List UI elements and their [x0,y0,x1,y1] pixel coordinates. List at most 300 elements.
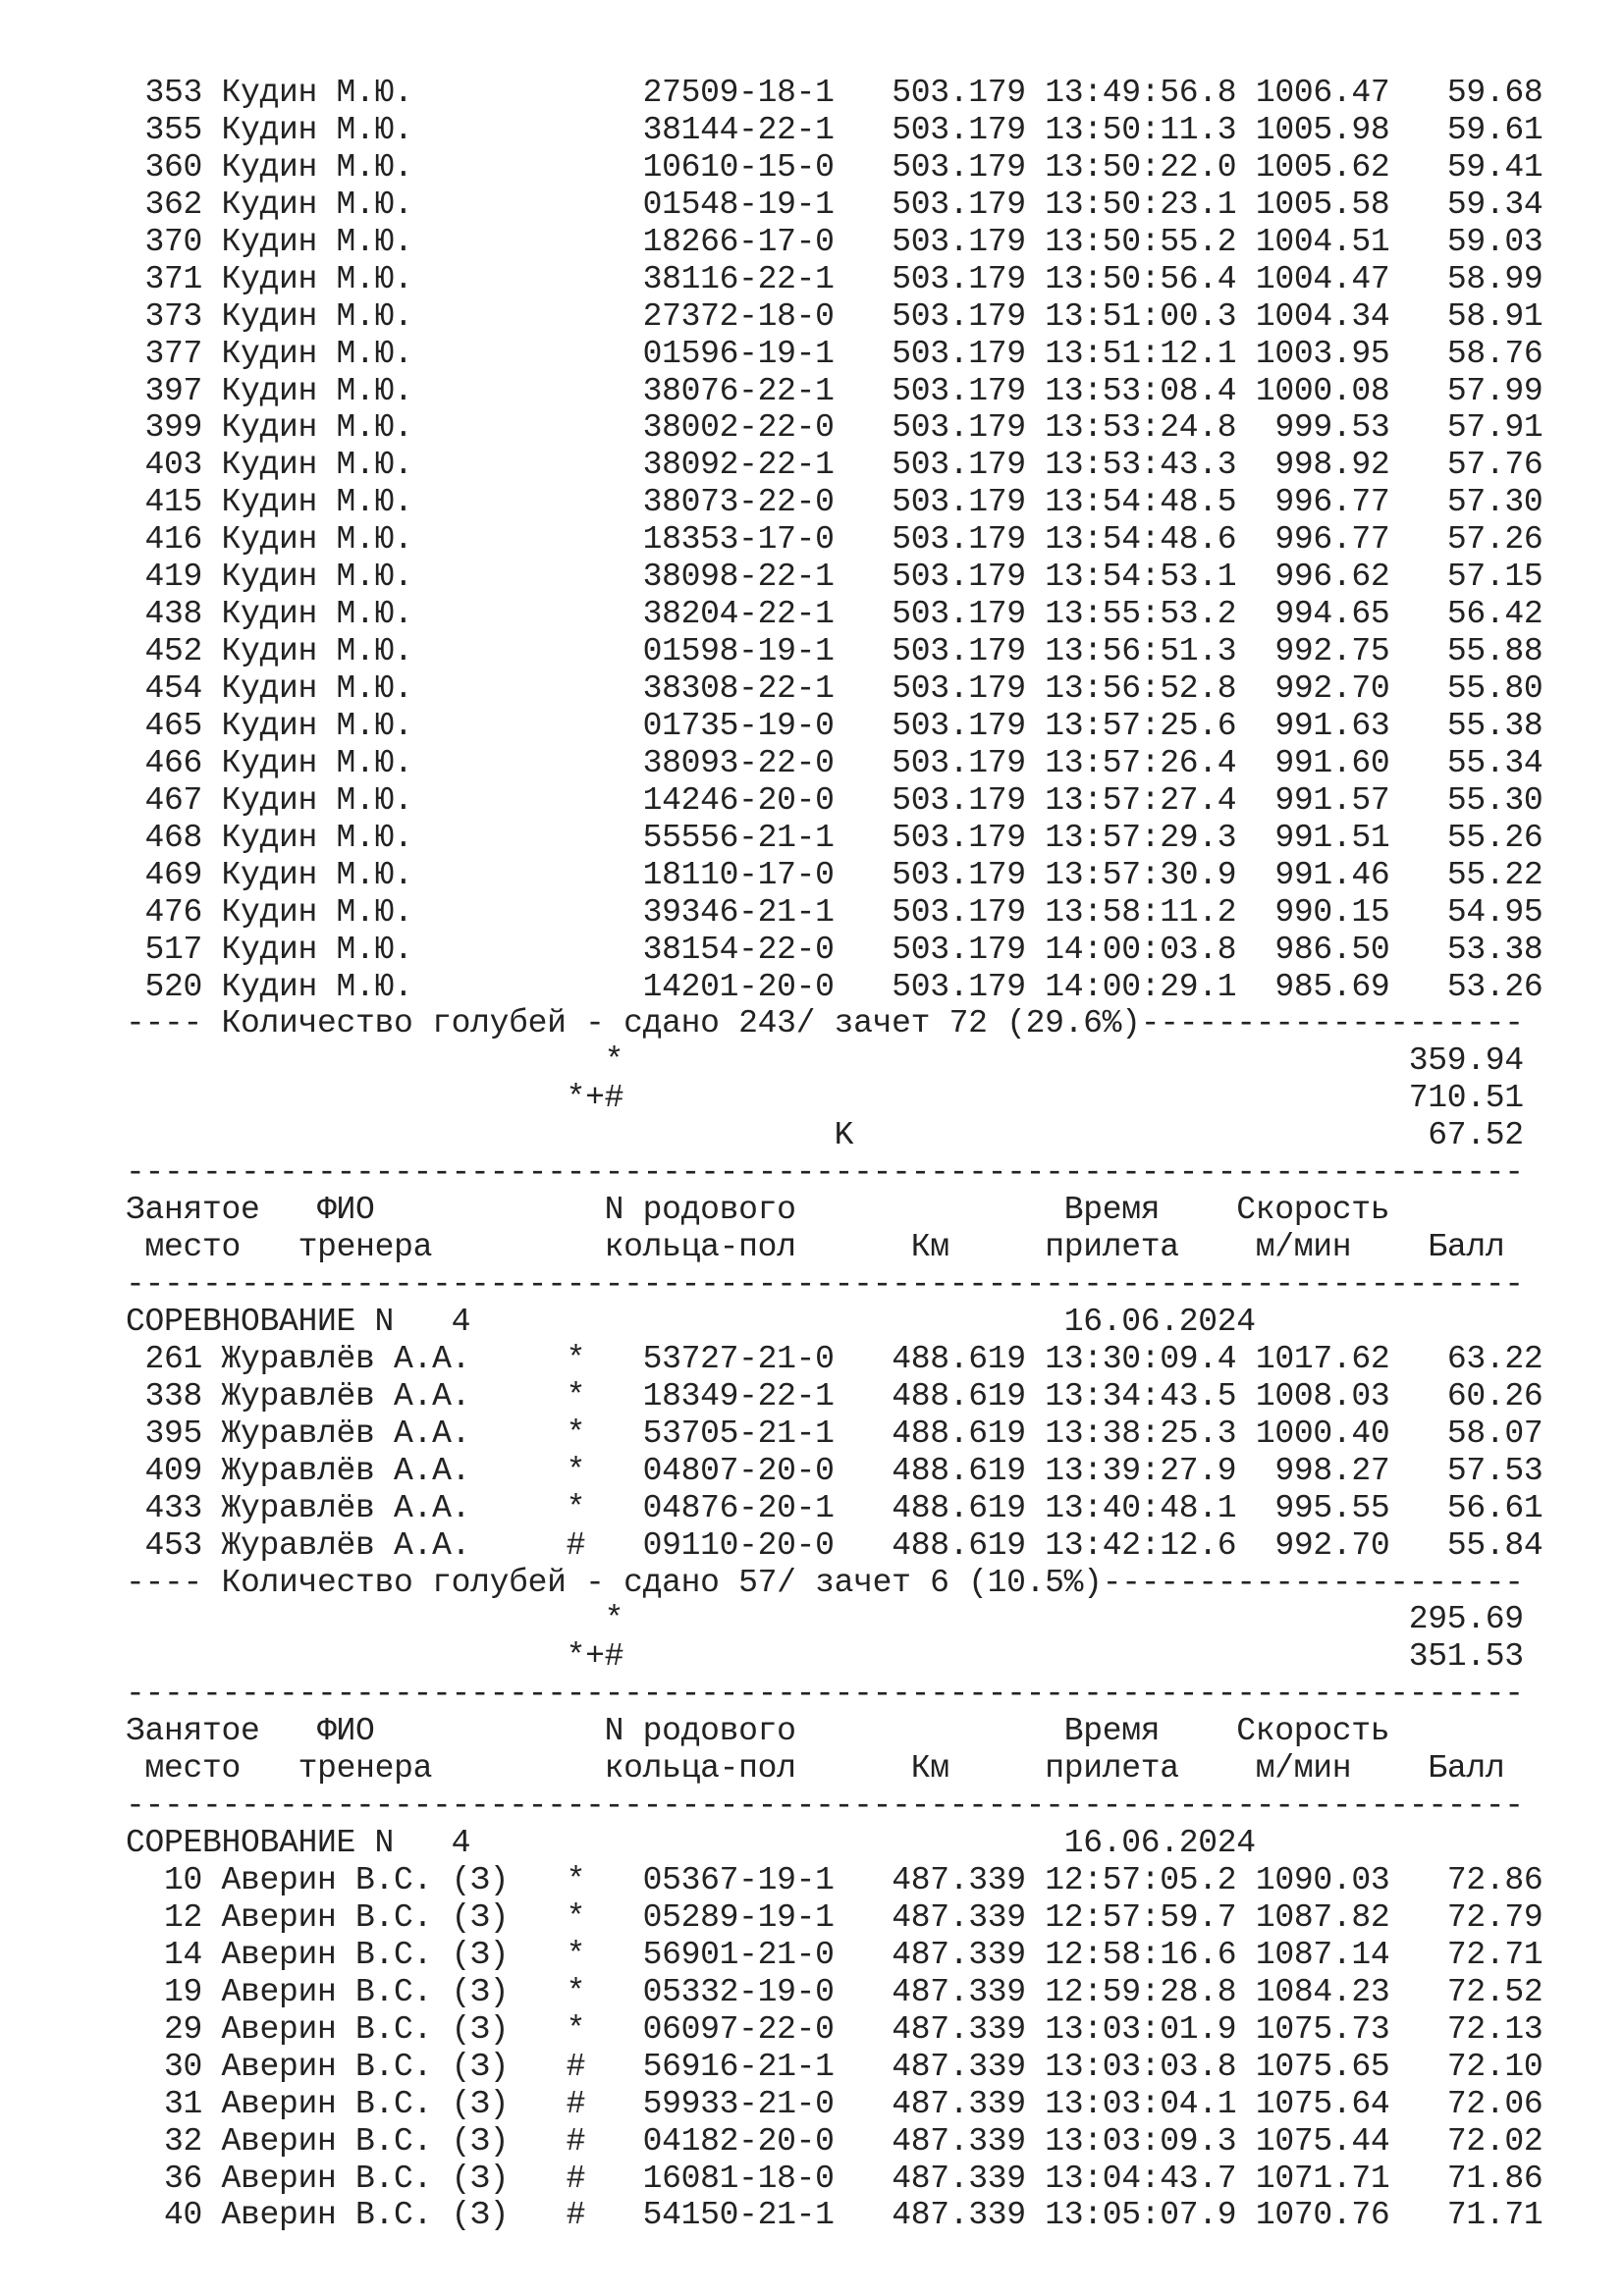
place-cell: 453 [126,1526,203,1564]
header-trainer-2: тренера [298,1229,433,1266]
trainer-name-cell: Журавлёв А.А. [221,1415,548,1452]
table-row [126,857,1543,894]
trainer-name-cell: Кудин М.Ю. [221,484,548,521]
table-row [126,336,1543,373]
distance-km-cell: 503.179 [892,707,1026,744]
ring-number-cell: 38144-22-1 [642,111,835,148]
table-row [126,2197,1543,2234]
mark-cell [567,969,586,1005]
ring-number-cell: 38308-22-1 [642,670,835,707]
speed-cell: 1090.03 [1255,1862,1390,1898]
speed-cell: 999.53 [1255,409,1390,447]
place-cell: 476 [126,893,203,931]
speed-cell: 998.27 [1255,1452,1390,1489]
mark-cell [567,112,586,148]
header-speed: Скорость [1236,1713,1390,1750]
arrival-time-cell: 13:04:43.7 [1045,2160,1237,2197]
table-row [126,1490,1543,1527]
speed-cell: 991.57 [1255,781,1390,819]
speed-cell: 1075.73 [1255,2010,1390,2048]
mark-cell [567,521,586,558]
mark-cell: # [566,2085,586,2122]
place-cell: 466 [126,744,203,781]
mark-cell: * [566,1377,586,1415]
place-cell: 395 [126,1415,203,1452]
trainer-name-cell: Кудин М.Ю. [221,372,548,409]
distance-km-cell: 503.179 [892,335,1026,372]
trainer-name-cell: Кудин М.Ю. [221,447,548,484]
mark-cell: # [566,2197,586,2234]
header-place-2: место [144,1229,242,1266]
trainer-name-cell: Кудин М.Ю. [221,409,548,447]
arrival-time-cell: 13:57:26.4 [1045,744,1237,781]
divider [126,1266,1543,1304]
trainer-name-cell: Кудин М.Ю. [221,670,548,707]
trainer-name-cell: Аверин В.С. (З) [221,1862,548,1898]
mark-cell: * [566,1452,586,1489]
place-cell: 452 [126,633,203,670]
place-cell: 31 [126,2085,203,2122]
speed-cell: 1071.71 [1255,2160,1390,2197]
score-cell: 71.86 [1428,2160,1543,2197]
trainer-name-cell: Журавлёв А.А. [221,1340,548,1377]
score-cell: 57.76 [1428,447,1543,484]
table-row [126,409,1543,447]
table-row [126,447,1543,484]
arrival-time-cell: 12:57:59.7 [1045,1898,1237,1936]
trainer-name-cell: Аверин В.С. (З) [221,1936,548,1973]
summary-text: Количество голубей - сдано 57/ зачет 6 (10.5%) [221,1564,1103,1601]
competition-number: 4 [451,1825,471,1862]
arrival-time-cell: 13:54:53.1 [1045,559,1237,596]
table-row [126,521,1543,559]
table-row [126,932,1543,969]
arrival-time-cell: 13:03:09.3 [1045,2122,1237,2160]
ring-number-cell: 38116-22-1 [642,260,835,297]
score-cell: 59.34 [1428,186,1543,223]
table-row [126,2049,1543,2086]
distance-km-cell: 503.179 [892,297,1026,335]
header-time: Время [1063,1192,1161,1229]
mark-cell [567,596,586,632]
ring-number-cell: 39346-21-1 [642,893,835,931]
table-row [126,187,1543,224]
mark-cell: # [566,2122,586,2160]
mark-cell: # [566,1526,586,1564]
arrival-time-cell: 13:50:55.2 [1045,223,1237,260]
place-cell: 370 [126,223,203,260]
arrival-time-cell: 12:59:28.8 [1045,1973,1237,2010]
score-cell: 55.38 [1428,707,1543,744]
distance-km-cell: 503.179 [892,447,1026,484]
distance-km-cell: 503.179 [892,372,1026,409]
place-cell: 12 [126,1898,203,1936]
speed-cell: 996.77 [1255,521,1390,559]
trainer-name-cell: Кудин М.Ю. [221,521,548,559]
header-score: Балл [1428,1750,1505,1788]
competition-date: 16.06.2024 [1063,1303,1256,1340]
ring-number-cell: 04182-20-0 [642,2122,835,2160]
table-row [126,1937,1543,1974]
speed-cell: 985.69 [1255,968,1390,1005]
ring-number-cell: 05332-19-0 [642,1973,835,2010]
ring-number-cell: 05367-19-1 [642,1862,835,1898]
mark-cell [567,149,586,186]
total-line [126,1080,1543,1117]
trainer-name-cell: Журавлёв А.А. [221,1526,548,1564]
distance-km-cell: 503.179 [892,111,1026,148]
divider-rule: ------------------------------------------------------------------------- [126,1788,1524,1825]
trainer-name-cell: Кудин М.Ю. [221,186,548,223]
mark-cell [567,932,586,968]
trainer-name-cell: Кудин М.Ю. [221,148,548,186]
table-row [126,261,1543,298]
ring-number-cell: 38093-22-0 [642,744,835,781]
arrival-time-cell: 13:57:29.3 [1045,819,1237,856]
speed-cell: 1087.14 [1255,1936,1390,1973]
speed-cell: 991.63 [1255,707,1390,744]
score-cell: 57.15 [1428,559,1543,596]
speed-cell: 991.51 [1255,819,1390,856]
ring-number-cell: 06097-22-0 [642,2010,835,2048]
score-cell: 56.42 [1428,596,1543,633]
table-row [126,2011,1543,2049]
score-cell: 55.22 [1428,856,1543,893]
distance-km-cell: 503.179 [892,186,1026,223]
mark-cell [567,708,586,744]
score-cell: 57.26 [1428,521,1543,559]
table-row [126,224,1543,261]
score-cell: 55.84 [1428,1526,1543,1564]
summary-rule: -------------------- [1140,1005,1524,1042]
table-row [126,1378,1543,1415]
total-line [126,1638,1543,1676]
mark-cell: # [566,2160,586,2197]
column-header-row [126,1192,1543,1229]
ring-number-cell: 04807-20-0 [642,1452,835,1489]
competition-label: СОРЕВНОВАНИЕ N [126,1825,395,1862]
header-place: Занятое [126,1192,260,1229]
divider-rule: ------------------------------------------------------------------------- [126,1154,1524,1192]
ring-number-cell: 01548-19-1 [642,186,835,223]
place-cell: 416 [126,521,203,559]
arrival-time-cell: 13:50:56.4 [1045,260,1237,297]
speed-cell: 1075.65 [1255,2048,1390,2085]
ring-number-cell: 10610-15-0 [642,148,835,186]
arrival-time-cell: 13:30:09.4 [1045,1340,1237,1377]
competition-date: 16.06.2024 [1063,1825,1256,1862]
speed-cell: 995.55 [1255,1489,1390,1526]
arrival-time-cell: 13:40:48.1 [1045,1489,1237,1526]
ring-number-cell: 56916-21-1 [642,2048,835,2085]
trainer-name-cell: Кудин М.Ю. [221,744,548,781]
place-cell: 467 [126,781,203,819]
speed-cell: 996.77 [1255,484,1390,521]
header-place-2: место [144,1750,242,1788]
score-cell: 54.95 [1428,893,1543,931]
ring-number-cell: 38204-22-1 [642,596,835,633]
ring-number-cell: 27372-18-0 [642,297,835,335]
header-time-2: прилета [1045,1229,1179,1266]
distance-km-cell: 487.339 [892,1862,1026,1898]
competition-label: СОРЕВНОВАНИЕ N [126,1303,395,1340]
place-cell: 338 [126,1377,203,1415]
total-value: 351.53 [1408,1638,1524,1676]
table-row [126,149,1543,187]
mark-cell [567,782,586,819]
score-cell: 72.86 [1428,1862,1543,1898]
place-cell: 30 [126,2048,203,2085]
divider [126,1154,1543,1192]
distance-km-cell: 487.339 [892,1936,1026,1973]
score-cell: 72.71 [1428,1936,1543,1973]
place-cell: 433 [126,1489,203,1526]
place-cell: 409 [126,1452,203,1489]
total-label: * [604,1042,624,1080]
trainer-name-cell: Кудин М.Ю. [221,297,548,335]
trainer-name-cell: Аверин В.С. (З) [221,2160,548,2197]
table-row [126,373,1543,410]
distance-km-cell: 503.179 [892,968,1026,1005]
score-cell: 56.61 [1428,1489,1543,1526]
trainer-name-cell: Журавлёв А.А. [221,1452,548,1489]
results-printout [126,75,1543,2234]
score-cell: 57.91 [1428,409,1543,447]
total-label: * [604,1601,624,1638]
arrival-time-cell: 13:56:51.3 [1045,633,1237,670]
distance-km-cell: 503.179 [892,596,1026,633]
trainer-name-cell: Кудин М.Ю. [221,75,548,111]
ring-number-cell: 38098-22-1 [642,559,835,596]
place-cell: 520 [126,968,203,1005]
mark-cell: # [566,2048,586,2085]
arrival-time-cell: 13:50:23.1 [1045,186,1237,223]
speed-cell: 996.62 [1255,559,1390,596]
speed-cell: 994.65 [1255,596,1390,633]
table-row [126,484,1543,521]
table-row [126,1341,1543,1378]
arrival-time-cell: 13:53:43.3 [1045,447,1237,484]
table-row [126,894,1543,932]
place-cell: 399 [126,409,203,447]
divider-rule: ------------------------------------------------------------------------- [126,1266,1524,1303]
distance-km-cell: 488.619 [892,1340,1026,1377]
distance-km-cell: 503.179 [892,260,1026,297]
distance-km-cell: 503.179 [892,856,1026,893]
place-cell: 261 [126,1340,203,1377]
competition-number: 4 [451,1303,471,1340]
table-row [126,1453,1543,1490]
table-row [126,596,1543,633]
place-cell: 419 [126,559,203,596]
header-trainer: ФИО [317,1713,375,1750]
place-cell: 32 [126,2122,203,2160]
place-cell: 517 [126,931,203,968]
header-km: Км [910,1750,949,1788]
header-trainer-2: тренера [298,1750,433,1788]
speed-cell: 1005.98 [1255,111,1390,148]
trainer-name-cell: Аверин В.С. (З) [221,2010,548,2048]
trainer-name-cell: Кудин М.Ю. [221,819,548,856]
trainer-name-cell: Журавлёв А.А. [221,1489,548,1526]
speed-cell: 1008.03 [1255,1377,1390,1415]
header-time: Время [1063,1713,1161,1750]
total-label: *+# [566,1638,624,1676]
header-time-2: прилета [1045,1750,1179,1788]
ring-number-cell: 38002-22-0 [642,409,835,447]
header-ring-2: кольца-пол [604,1750,796,1788]
speed-cell: 1006.47 [1255,75,1390,111]
place-cell: 29 [126,2010,203,2048]
ring-number-cell: 53705-21-1 [642,1415,835,1452]
header-trainer: ФИО [317,1192,375,1229]
place-cell: 454 [126,670,203,707]
arrival-time-cell: 13:42:12.6 [1045,1526,1237,1564]
mark-cell [567,857,586,893]
summary-prefix: ---- [126,1005,203,1042]
competition-heading [126,1825,1543,1862]
score-cell: 59.41 [1428,148,1543,186]
trainer-name-cell: Кудин М.Ю. [221,856,548,893]
place-cell: 362 [126,186,203,223]
trainer-name-cell: Кудин М.Ю. [221,893,548,931]
trainer-name-cell: Кудин М.Ю. [221,968,548,1005]
score-cell: 55.34 [1428,744,1543,781]
table-row [126,2161,1543,2198]
arrival-time-cell: 13:55:53.2 [1045,596,1237,633]
place-cell: 438 [126,596,203,633]
mark-cell: * [566,1936,586,1973]
mark-cell: * [566,1973,586,2010]
trainer-name-cell: Кудин М.Ю. [221,335,548,372]
mark-cell [567,894,586,931]
place-cell: 360 [126,148,203,186]
score-cell: 58.07 [1428,1415,1543,1452]
distance-km-cell: 487.339 [892,2160,1026,2197]
arrival-time-cell: 13:03:03.8 [1045,2048,1237,2085]
speed-cell: 1084.23 [1255,1973,1390,2010]
arrival-time-cell: 13:34:43.5 [1045,1377,1237,1415]
distance-km-cell: 503.179 [892,484,1026,521]
ring-number-cell: 55556-21-1 [642,819,835,856]
divider [126,1676,1543,1713]
mark-cell [567,670,586,707]
distance-km-cell: 487.339 [892,2197,1026,2234]
score-cell: 58.76 [1428,335,1543,372]
total-label: *+# [566,1080,624,1117]
place-cell: 355 [126,111,203,148]
arrival-time-cell: 13:57:25.6 [1045,707,1237,744]
place-cell: 40 [126,2197,203,2234]
score-cell: 53.26 [1428,968,1543,1005]
distance-km-cell: 487.339 [892,2085,1026,2122]
place-cell: 468 [126,819,203,856]
arrival-time-cell: 13:03:01.9 [1045,2010,1237,2048]
trainer-name-cell: Кудин М.Ю. [221,559,548,596]
total-value: 710.51 [1408,1080,1524,1117]
place-cell: 397 [126,372,203,409]
score-cell: 58.91 [1428,297,1543,335]
table-row [126,112,1543,149]
speed-cell: 1005.62 [1255,148,1390,186]
trainer-name-cell: Аверин В.С. (З) [221,2085,548,2122]
header-place: Занятое [126,1713,260,1750]
distance-km-cell: 503.179 [892,819,1026,856]
place-cell: 415 [126,484,203,521]
speed-cell: 1000.40 [1255,1415,1390,1452]
ring-number-cell: 38076-22-1 [642,372,835,409]
distance-km-cell: 503.179 [892,559,1026,596]
arrival-time-cell: 13:54:48.5 [1045,484,1237,521]
header-score: Балл [1428,1229,1505,1266]
distance-km-cell: 503.179 [892,75,1026,111]
table-row [126,75,1543,112]
distance-km-cell: 488.619 [892,1377,1026,1415]
speed-cell: 998.92 [1255,447,1390,484]
speed-cell: 992.70 [1255,670,1390,707]
total-label: K [834,1117,854,1154]
score-cell: 72.02 [1428,2122,1543,2160]
arrival-time-cell: 13:51:00.3 [1045,297,1237,335]
table-row [126,745,1543,782]
total-value: 67.52 [1428,1117,1524,1154]
competition-heading [126,1304,1543,1341]
arrival-time-cell: 13:38:25.3 [1045,1415,1237,1452]
speed-cell: 1070.76 [1255,2197,1390,2234]
speed-cell: 992.70 [1255,1526,1390,1564]
ring-number-cell: 04876-20-1 [642,1489,835,1526]
place-cell: 36 [126,2160,203,2197]
mark-cell: * [566,1862,586,1898]
distance-km-cell: 503.179 [892,633,1026,670]
speed-cell: 1087.82 [1255,1898,1390,1936]
ring-number-cell: 56901-21-0 [642,1936,835,1973]
speed-cell: 1003.95 [1255,335,1390,372]
distance-km-cell: 487.339 [892,2048,1026,2085]
column-header-row [126,1713,1543,1750]
score-cell: 72.52 [1428,1973,1543,2010]
mark-cell [567,373,586,409]
distance-km-cell: 503.179 [892,744,1026,781]
distance-km-cell: 488.619 [892,1526,1026,1564]
trainer-name-cell: Кудин М.Ю. [221,111,548,148]
score-cell: 59.61 [1428,111,1543,148]
distance-km-cell: 503.179 [892,931,1026,968]
distance-km-cell: 503.179 [892,781,1026,819]
arrival-time-cell: 12:58:16.6 [1045,1936,1237,1973]
distance-km-cell: 487.339 [892,2010,1026,2048]
distance-km-cell: 503.179 [892,670,1026,707]
speed-cell: 1004.51 [1255,223,1390,260]
table-row [126,782,1543,820]
ring-number-cell: 38073-22-0 [642,484,835,521]
mark-cell [567,559,586,595]
trainer-name-cell: Кудин М.Ю. [221,596,548,633]
arrival-time-cell: 13:57:27.4 [1045,781,1237,819]
table-row [126,969,1543,1006]
total-line [126,1117,1543,1154]
header-ring-2: кольца-пол [604,1229,796,1266]
mark-cell: * [566,1340,586,1377]
score-cell: 58.99 [1428,260,1543,297]
arrival-time-cell: 14:00:03.8 [1045,931,1237,968]
total-value: 295.69 [1408,1601,1524,1638]
column-header-row [126,1229,1543,1266]
summary-prefix: ---- [126,1564,203,1601]
mark-cell [567,409,586,446]
ring-number-cell: 38154-22-0 [642,931,835,968]
score-cell: 72.79 [1428,1898,1543,1936]
